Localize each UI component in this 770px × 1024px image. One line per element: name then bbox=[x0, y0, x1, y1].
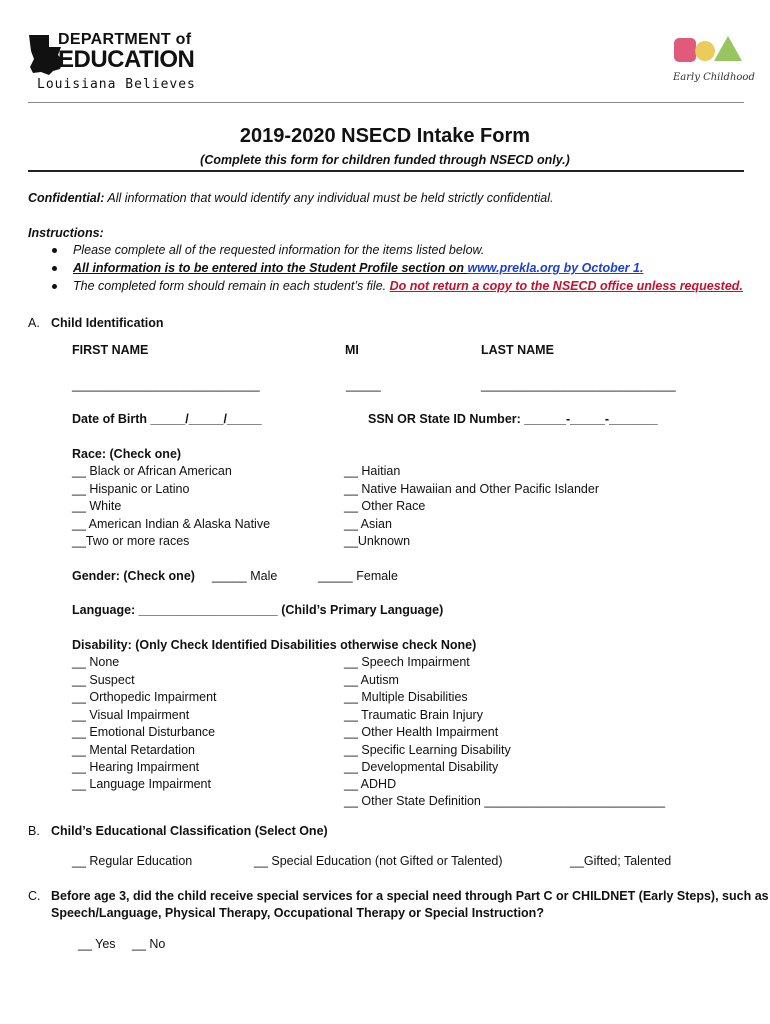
instruction-item-1: Please complete all of the requested information for the items listed below. bbox=[73, 243, 485, 257]
confidential-label: Confidential: bbox=[28, 191, 105, 205]
race-option[interactable]: __ Black or African American bbox=[72, 464, 232, 478]
prekla-link[interactable]: www.prekla.org bbox=[467, 261, 561, 275]
mi-field[interactable]: _____ bbox=[346, 378, 381, 392]
race-option[interactable]: __ Hispanic or Latino bbox=[72, 482, 190, 496]
race-option[interactable]: __ Other Race bbox=[344, 499, 426, 513]
instruction-item-2-deadline: by October 1. bbox=[560, 261, 644, 275]
gender-female-option[interactable]: _____ Female bbox=[318, 569, 398, 583]
yes-option[interactable]: __ Yes bbox=[78, 937, 116, 951]
bullet-dot bbox=[52, 248, 57, 253]
disability-option[interactable]: __ Suspect bbox=[72, 673, 135, 687]
disability-option[interactable]: __ Other Health Impairment bbox=[344, 725, 499, 739]
race-option[interactable]: __ White bbox=[72, 499, 122, 513]
early-childhood-shapes-icon bbox=[672, 33, 744, 69]
disability-option[interactable]: __ Other State Definition __________________________ bbox=[344, 794, 666, 808]
disability-option[interactable]: __ Developmental Disability bbox=[344, 760, 499, 774]
instruction-item-2 bbox=[73, 261, 643, 276]
section-c-letter: C. bbox=[28, 889, 41, 903]
date-of-birth-field[interactable]: Date of Birth _____/_____/_____ bbox=[72, 412, 262, 426]
race-option[interactable]: __Two or more races bbox=[72, 534, 190, 548]
section-c-question-line-1: Before age 3, did the child receive special services for a special need through Part C or CHILDNET (Early Steps), such as bbox=[51, 889, 769, 903]
header-divider bbox=[28, 102, 744, 103]
race-option[interactable]: __ Native Hawaiian and Other Pacific Islander bbox=[344, 482, 599, 496]
page-title: 2019-2020 NSECD Intake Form bbox=[239, 125, 531, 147]
race-option[interactable]: __ American Indian & Alaska Native bbox=[72, 517, 271, 531]
disability-option[interactable]: __ Hearing Impairment bbox=[72, 760, 200, 774]
instruction-item-3 bbox=[73, 279, 743, 294]
instruction-item-3-warning: Do not return a copy to the NSECD office unless requested. bbox=[389, 279, 743, 293]
page-subtitle: (Complete this form for children funded through NSECD only.) bbox=[200, 153, 570, 167]
title-divider bbox=[28, 170, 744, 172]
race-label: Race: (Check one) bbox=[72, 447, 182, 461]
disability-option[interactable]: __ ADHD bbox=[344, 777, 397, 791]
logo-line-2: EDUCATION bbox=[58, 46, 195, 73]
instructions-label: Instructions: bbox=[28, 226, 104, 240]
last-name-label: LAST NAME bbox=[481, 343, 554, 357]
section-a-letter: A. bbox=[28, 316, 40, 330]
section-b-letter: B. bbox=[28, 824, 40, 838]
early-childhood-caption: Early Childhood bbox=[673, 72, 755, 83]
language-field[interactable] bbox=[72, 603, 443, 618]
race-option[interactable]: __Unknown bbox=[344, 534, 411, 548]
disability-option[interactable]: __ Emotional Disturbance bbox=[72, 725, 216, 739]
language-label: Language: ____________________ bbox=[72, 603, 282, 617]
disability-option[interactable]: __ Autism bbox=[344, 673, 399, 687]
confidential-text: All information that would identify any individual must be held strictly confidential. bbox=[104, 191, 554, 205]
race-option[interactable]: __ Haitian bbox=[344, 464, 401, 478]
disability-option[interactable]: __ Speech Impairment bbox=[344, 655, 470, 669]
first-name-label: FIRST NAME bbox=[72, 343, 149, 357]
logo-line-3: Louisiana Believes bbox=[37, 77, 196, 92]
bullet-dot bbox=[52, 284, 57, 289]
bullet-dot bbox=[52, 266, 57, 271]
disability-option[interactable]: __ Multiple Disabilities bbox=[344, 690, 468, 704]
disability-option[interactable]: __ Orthopedic Impairment bbox=[72, 690, 217, 704]
disability-option[interactable]: __ Mental Retardation bbox=[72, 743, 195, 757]
first-name-field[interactable]: ___________________________ bbox=[72, 378, 260, 392]
classification-option[interactable]: __Gifted; Talented bbox=[570, 854, 672, 868]
race-option[interactable]: __ Asian bbox=[344, 517, 392, 531]
gender-male-option[interactable]: _____ Male bbox=[212, 569, 278, 583]
last-name-field[interactable]: ____________________________ bbox=[481, 378, 676, 392]
mi-label: MI bbox=[345, 343, 359, 357]
logo-line-1: DEPARTMENT of bbox=[58, 31, 192, 48]
instruction-item-2-text: All information is to be entered into the Student Profile section on bbox=[73, 261, 468, 275]
confidential-notice bbox=[28, 191, 553, 206]
disability-option[interactable]: __ Traumatic Brain Injury bbox=[344, 708, 483, 722]
disability-option[interactable]: __ Specific Learning Disability bbox=[344, 743, 511, 757]
section-c-question-line-2: Speech/Language, Physical Therapy, Occupational Therapy or Special Instruction? bbox=[51, 906, 544, 920]
no-option[interactable]: __ No bbox=[132, 937, 166, 951]
disability-label: Disability: (Only Check Identified Disabilities otherwise check None) bbox=[72, 638, 477, 652]
language-hint: (Child’s Primary Language) bbox=[281, 603, 444, 617]
disability-option[interactable]: __ Visual Impairment bbox=[72, 708, 190, 722]
section-a-title: Child Identification bbox=[51, 316, 164, 330]
classification-option[interactable]: __ Special Education (not Gifted or Talented) bbox=[254, 854, 503, 868]
gender-label: Gender: (Check one) bbox=[72, 569, 195, 583]
instruction-item-3-text: The completed form should remain in each student’s file. bbox=[73, 279, 390, 293]
classification-option[interactable]: __ Regular Education bbox=[72, 854, 193, 868]
ssn-state-id-field[interactable]: SSN OR State ID Number: ______-_____-_______ bbox=[368, 412, 658, 426]
disability-option[interactable]: __ None bbox=[72, 655, 120, 669]
section-b-title: Child’s Educational Classification (Select One) bbox=[51, 824, 328, 838]
disability-option[interactable]: __ Language Impairment bbox=[72, 777, 211, 791]
